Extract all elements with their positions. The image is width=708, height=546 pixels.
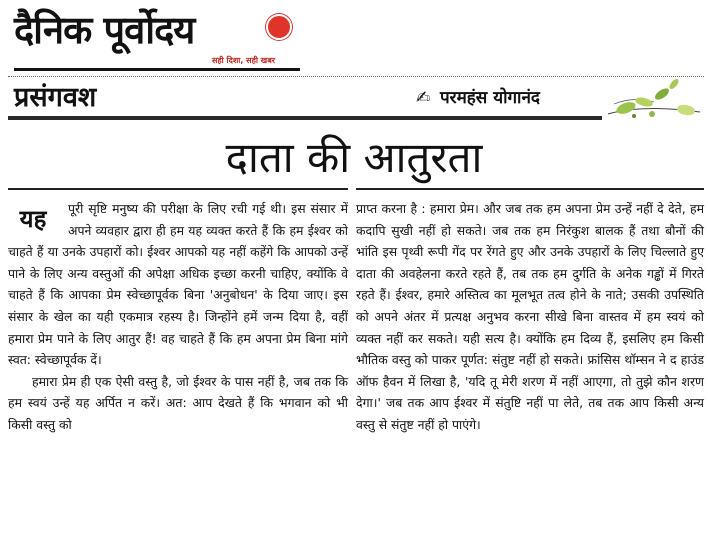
paragraph-2: हमारा प्रेम ही एक ऐसी वस्तु है, जो ईश्वर के पास नहीं है, जब तक कि हम स्वयं उन्हें यह अर्पित न करें। अत: आप देखते हैं कि भगवान को भी किसी वस्तु को: [8, 373, 348, 432]
column-rule-right: [356, 188, 704, 190]
logo-dot-icon: [266, 14, 292, 40]
article-column-right: [356, 198, 704, 436]
column-rule-left: [8, 188, 348, 190]
section-bar: [8, 80, 602, 120]
newspaper-tagline: सही दिशा, सही खबर: [212, 56, 276, 65]
paragraph-3: प्राप्त करना है : हमारा प्रेम। और जब तक हम अपना प्रेम उन्हें नहीं दे देते, हम कदापि सुखी नहीं हो सकते। जब तक हम निरंकुश बालक हैं तथा बौनों की भांति इस पृथ्वी रूपी गेंद पर रेंगते हुए और उनके उपहारों के लिए चिल्लाते हुए दाता की अवहेलना करते रहते हैं, तब तक हम दुर्गति के अनेक गड्ढों में गिरते रहते हैं। ईश्वर, हमारे अस्तित्व का मूलभूत तत्व होने के नाते; उसकी उपस्थिति को अपने अंतर में प्रत्यक्ष अनुभव करना सीखे बिना वास्तव में हम स्वयं को व्यक्त नहीं कर सकते। यही सत्य है। क्योंकि हम दिव्य हैं, इसलिए हम किसी भौतिक वस्तु को पाकर पूर्णत: संतुष्ट नहीं हो सकते। फ्रांसिस थॉम्सन ने द हाउंड ऑफ हैवन में लिखा है, 'यदि तू मेरी शरण में नहीं आएगा, तो तुझे कौन शरण देगा।' जब तक आप ईश्वर में संतुष्टि नहीं पा लेते, तब तक आप किसी अन्य वस्तु से संतुष्ट नहीं हो पाएंगे।: [356, 201, 704, 432]
paragraph-1: पूरी सृष्टि मनुष्य की परीक्षा के लिए रची गई थी। इस संसार में अपने व्यवहार द्वारा ही हम यह व्यक्त करते हैं कि हम ईश्वर को चाहते हैं या उनके उपहारों को। ईश्वर आपको यह नहीं कहेंगे कि आपको उन्हें पाने के लिए अन्य वस्तुओं की अपेक्षा अधिक इच्छा करनी चाहिए, क्योंकि वे चाहते हैं कि आपका प्रेम स्वेच्छापूर्वक बिना 'अनुबोधन' के दिया जाए। इस संसार के खेल का यही एकमात्र रहस्य है। जिन्होंने हमें जन्म दिया है, वहीं हमारा प्रेम पाने के लिए आतुर हैं! वह चाहते हैं कि हम अपना प्रेम बिना मांगे स्वत: स्वेच्छापूर्वक दें।: [8, 201, 348, 368]
drop-cap: यह: [19, 205, 47, 233]
author-name: परमहंस योगानंद: [440, 88, 540, 108]
pen-icon: ✍: [416, 88, 431, 108]
dotted-divider: [8, 76, 704, 77]
newspaper-logo: दैनिक पूर्वोदय: [14, 8, 195, 52]
masthead-rule: [14, 68, 300, 71]
section-label: प्रसंगवश: [14, 82, 97, 113]
masthead: [14, 6, 304, 72]
article-headline: दाता की आतुरता: [225, 133, 483, 182]
article-column-left: [8, 198, 348, 436]
leaf-decoration-icon: [604, 74, 704, 120]
